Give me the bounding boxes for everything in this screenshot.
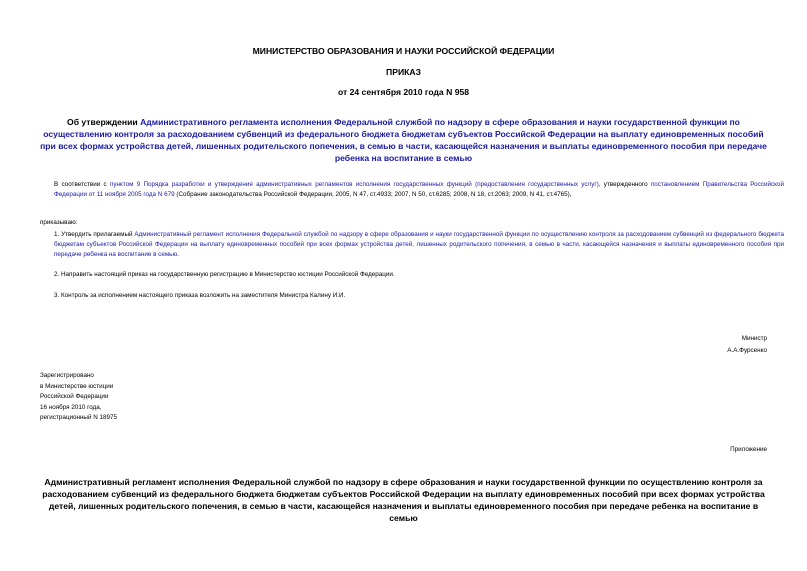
basis-procedure-link[interactable]: пунктом 9 Порядка разработки и утверждения административных регламентов исполнения государственных функций (предоставления государственных услуг) — [109, 181, 599, 188]
registration-block — [40, 371, 240, 424]
order-word: приказываю: — [40, 219, 78, 226]
order-item-2: 2. Направить настоящий приказ на государственную регистрацию в Министерство юстиции Российской Федерации. — [54, 271, 395, 278]
registration-line: Российской Федерации — [40, 393, 109, 400]
document-date-number: от 24 сентября 2010 года N 958 — [337, 87, 470, 97]
ministry-heading: МИНИСТЕРСТВО ОБРАЗОВАНИЯ И НАУКИ РОССИЙСКОЙ ФЕДЕРАЦИИ — [252, 46, 555, 56]
registration-line: Зарегистрировано — [40, 372, 94, 379]
basis-middle: , утвержденного — [598, 181, 651, 188]
registration-line: 16 ноября 2010 года, — [40, 403, 102, 411]
item1-prefix: 1. Утвердить прилагаемый — [54, 231, 135, 238]
item1-regulation-link[interactable]: Административный регламент исполнения Федеральной службой по надзору в сфере образования и науки государственной функции по осуществлению контроля за расходованием субвенций из федерального бюджета бюджетам субъектов Российской Федерации на выплату единовременных пособий при всех формах устройства детей, лишенных родительского попечения, в семью в части, касающейся назначения и выплаты единовременного пособия при передаче ребенка на воспитание в семью — [54, 231, 784, 258]
title-prefix: Об утверждении — [67, 117, 141, 127]
regulation-title: Административный регламент исполнения Федеральной службой по надзору в сфере образования и науки государственной функции по осуществлению контроля за расходованием субвенций из федерального бюджета бюджетам субъектов Российской Федерации на выплату единовременных пособий при всех формах устройства детей, лишенных родительского попечения, в семью в части, касающейся назначения и выплаты единовременного пособия при передаче ребенка на воспитание в семью — [42, 477, 765, 523]
basis-suffix: (Собрание законодательства Российской Федерации, 2005, N 47, ст.4933; 2007, N 50, ст.6285; 2008, N 18, ст.2063; 2009, N 41, ст.4765), — [174, 191, 572, 198]
signer-post: Министр — [741, 335, 767, 342]
signer-name: А.А.Фурсенко — [727, 347, 767, 354]
order-item-3: 3. Контроль за исполнением настоящего приказа возложить на заместителя Министра Калину И.И. — [54, 292, 346, 299]
item1-suffix: . — [177, 251, 179, 258]
legal-basis-paragraph — [40, 180, 784, 200]
registration-line: в Министерстве юстиции — [40, 382, 114, 390]
basis-prefix: В соответствии с — [54, 181, 110, 188]
document-type-heading: ПРИКАЗ — [386, 67, 421, 77]
document-title — [40, 116, 767, 164]
basis-resolution-link[interactable]: постановлением Правительства Российской Федерации от 11 ноября 2005 года N 679 — [54, 181, 784, 198]
appendix-label: Приложение — [730, 446, 767, 453]
order-item-1 — [40, 230, 784, 260]
registration-line: регистрационный N 18975 — [40, 414, 118, 421]
title-regulation-link[interactable]: Административного регламента исполнения Федеральной службой по надзору в сфере образования и науки государственной функции по осуществлению контроля за расходованием субвенций из федерального бюджета бюджетам субъектов Российской Федерации на выплату единовременных пособий при всех формах устройства детей, лишенных родительского попечения, в семью в части, касающейся назначения и выплаты единовременного пособия при передаче ребенка на воспитание в семью — [40, 117, 767, 163]
